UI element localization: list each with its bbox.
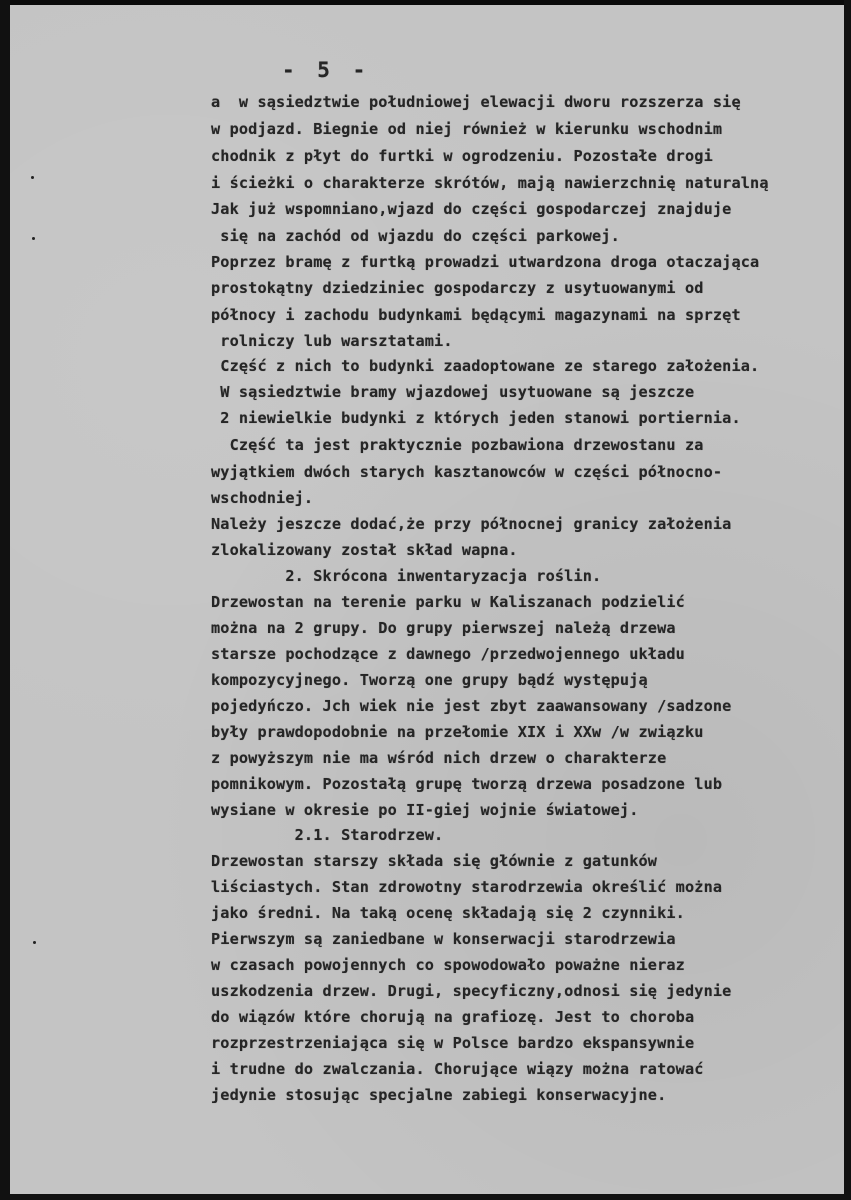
- text-line: i ścieżki o charakterze skrótów, mają nawierzchnię naturalną: [211, 174, 769, 192]
- scan-border-top: [0, 0, 851, 5]
- text-line: się na zachód od wjazdu do części parkowej.: [211, 227, 620, 245]
- text-line: W sąsiedztwie bramy wjazdowej usytuowane są jeszcze: [211, 383, 695, 401]
- text-line: pomnikowym. Pozostałą grupę tworzą drzewa posadzone lub: [211, 775, 723, 793]
- text-line: z powyższym nie ma wśród nich drzew o charakterze: [211, 749, 667, 767]
- page-number: - 5 -: [282, 58, 371, 82]
- text-line: liściastych. Stan zdrowotny starodrzewia określić można: [211, 878, 723, 896]
- text-line: w czasach powojennych co spowodowało poważne nieraz: [211, 956, 685, 974]
- section-heading: 2.1. Starodrzew.: [211, 826, 444, 844]
- text-line: północy i zachodu budynkami będącymi magazynami na sprzęt: [211, 306, 741, 324]
- text-line: uszkodzenia drzew. Drugi, specyficzny,odnosi się jedynie: [211, 982, 732, 1000]
- text-line: jako średni. Na taką ocenę składają się 2 czynniki.: [211, 904, 685, 922]
- scan-border-right: [844, 0, 851, 1200]
- text-line: Drzewostan na terenie parku w Kaliszanach podzielić: [211, 593, 685, 611]
- text-line: rozprzestrzeniająca się w Polsce bardzo ekspansywnie: [211, 1034, 695, 1052]
- scan-border-left: [0, 0, 10, 1200]
- text-line: Należy jeszcze dodać,że przy północnej granicy założenia: [211, 515, 732, 533]
- text-line: wyjątkiem dwóch starych kasztanowców w części północno-: [211, 463, 723, 481]
- text-line: Drzewostan starszy składa się głównie z gatunków: [211, 852, 658, 870]
- text-line: a w sąsiedztwie południowej elewacji dworu rozszerza się: [211, 93, 741, 111]
- margin-speck: [31, 176, 34, 179]
- text-line: chodnik z płyt do furtki w ogrodzeniu. Pozostałe drogi: [211, 147, 713, 165]
- text-line: Część ta jest praktycznie pozbawiona drzewostanu za: [211, 436, 704, 454]
- text-line: 2 niewielkie budynki z których jeden stanowi portiernia.: [211, 409, 741, 427]
- text-line: wschodniej.: [211, 489, 314, 507]
- text-line: zlokalizowany został skład wapna.: [211, 541, 518, 559]
- text-line: Część z nich to budynki zaadoptowane ze starego założenia.: [211, 357, 760, 375]
- margin-speck: [33, 941, 36, 944]
- text-line: w podjazd. Biegnie od niej również w kierunku wschodnim: [211, 120, 723, 138]
- text-line: Jak już wspomniano,wjazd do części gospodarczej znajduje: [211, 200, 732, 218]
- scan-border-bottom: [0, 1194, 851, 1200]
- text-line: Poprzez bramę z furtką prowadzi utwardzona droga otaczająca: [211, 253, 760, 271]
- text-line: wysiane w okresie po II-giej wojnie światowej.: [211, 801, 639, 819]
- text-line: pojedyńczo. Jch wiek nie jest zbyt zaawansowany /sadzone: [211, 697, 732, 715]
- text-line: kompozycyjnego. Tworzą one grupy bądź występują: [211, 671, 648, 689]
- text-line: do wiązów które chorują na grafiozę. Jest to choroba: [211, 1008, 695, 1026]
- margin-speck: [32, 237, 35, 240]
- text-line: starsze pochodzące z dawnego /przedwojennego układu: [211, 645, 685, 663]
- text-line: rolniczy lub warsztatami.: [211, 332, 453, 350]
- text-line: jedynie stosując specjalne zabiegi konserwacyjne.: [211, 1086, 667, 1104]
- text-line: można na 2 grupy. Do grupy pierwszej należą drzewa: [211, 619, 676, 637]
- section-heading: 2. Skrócona inwentaryzacja roślin.: [211, 567, 602, 585]
- text-line: Pierwszym są zaniedbane w konserwacji starodrzewia: [211, 930, 676, 948]
- text-line: i trudne do zwalczania. Chorujące wiązy można ratować: [211, 1060, 704, 1078]
- text-line: prostokątny dziedziniec gospodarczy z usytuowanymi od: [211, 279, 704, 297]
- text-line: były prawdopodobnie na przełomie XIX i XXw /w związku: [211, 723, 704, 741]
